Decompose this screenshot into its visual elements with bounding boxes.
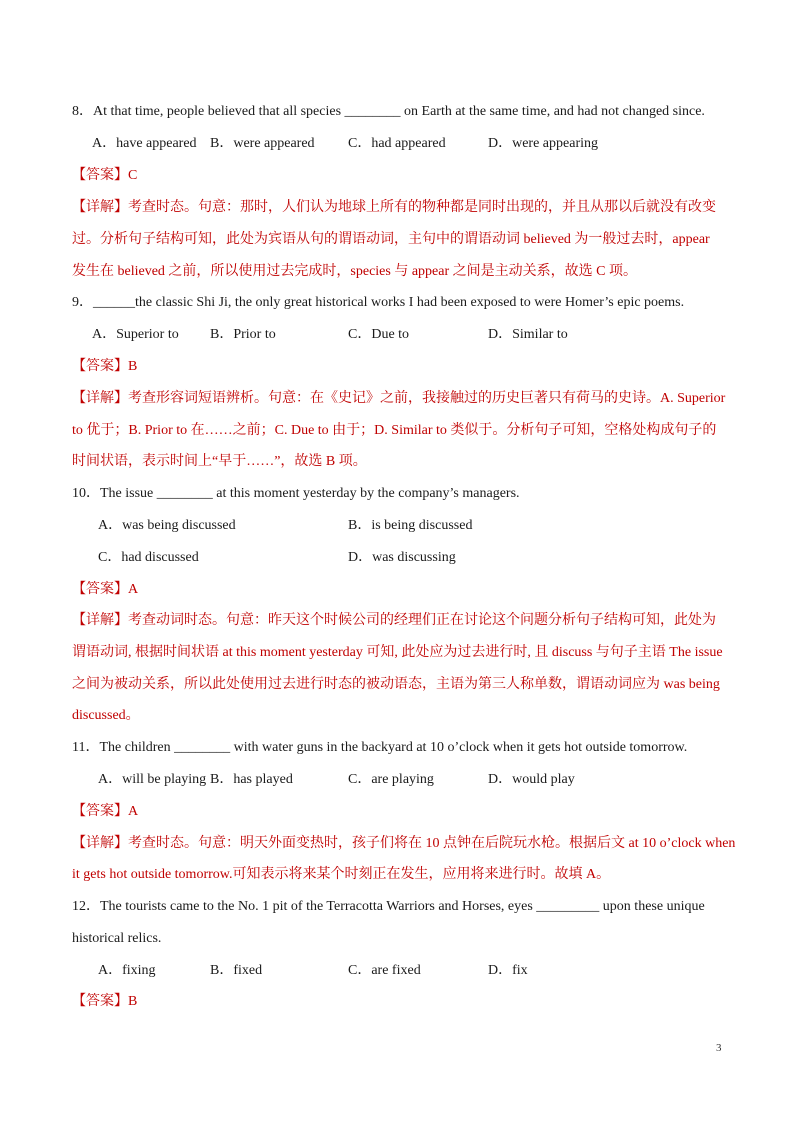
q8-option-d: D．were appearing [488,136,599,151]
q10-detail-line-2: 谓语动词, 根据时间状语 at this moment yesterday 可知, 此处应为过去进行时, 且 discuss 与句子主语 The issue [72,645,723,660]
q12-option-c: C．are fixed [348,963,421,978]
q12-option-b: B．fixed [210,963,263,978]
question-8: 8．At that time, people believed that all species ________ on Earth at the same time, and had not changed since. [72,104,705,119]
q11-option-b: B．has played [210,772,293,787]
q8-option-c: C．had appeared [348,136,446,151]
q10-option-d: D．was discussing [348,550,456,565]
q11-detail-line-2: it gets hot outside tomorrow.可知表示将来某个时刻正在发生，应用将来进行时。故填 A。 [72,867,611,882]
q8-answer: 【答案】C [72,168,138,183]
q9-detail-line-3: 时间状语，表示时间上“早于……”，故选 B 项。 [72,454,367,469]
q8-detail-line-3: 发生在 believed 之前，所以使用过去完成时，species 与 appear 之间是主动关系，故选 C 项。 [72,264,637,279]
q10-detail-line-4: discussed。 [72,708,140,723]
q10-answer: 【答案】A [72,582,139,597]
q10-option-a: A．was being discussed [98,518,236,533]
q9-detail-line-1: 【详解】考查形容词短语辨析。句意：在《史记》之前，我接触过的历史巨著只有荷马的史诗。A. Superior [72,391,726,406]
q10-detail-line-1: 【详解】考查动词时态。句意：昨天这个时候公司的经理们正在讨论这个问题分析句子结构可知，此处为 [72,613,716,628]
question-9: 9．______the classic Shi Ji, the only great historical works I had been exposed to were Homer’s epic poems. [72,295,685,310]
q11-option-a: A．will be playing [98,772,207,787]
page-number: 3 [716,1042,722,1054]
q9-answer: 【答案】B [72,359,138,374]
q9-option-c: C．Due to [348,327,410,342]
question-11: 11．The children ________ with water guns in the backyard at 10 o’clock when it gets hot outside tomorrow. [72,740,688,755]
q8-option-b: B．were appeared [210,136,315,151]
question-12-line-1: 12．The tourists came to the No. 1 pit of the Terracotta Warriors and Horses, eyes _________ upon these unique [72,899,705,914]
q8-detail-line-1: 【详解】考查时态。句意：那时，人们认为地球上所有的物种都是同时出现的，并且从那以后就没有改变 [72,200,716,215]
q12-option-d: D．fix [488,963,528,978]
q9-detail-line-2: to 优于；B. Prior to 在……之前；C. Due to 由于；D. Similar to 类似于。分析句子可知，空格处构成句子的 [72,423,717,438]
q10-detail-line-3: 之间为被动关系，所以此处使用过去进行时态的被动语态，主语为第三人称单数，谓语动词应为 was being [72,677,720,692]
q10-option-b: B．is being discussed [348,518,473,533]
q11-option-c: C．are playing [348,772,434,787]
q11-option-d: D．would play [488,772,575,787]
q8-detail-line-2: 过。分析句子结构可知，此处为宾语从句的谓语动词，主句中的谓语动词 believed 为一般过去时，appear [72,232,710,247]
q8-option-a: A．have appeared [92,136,197,151]
q12-option-a: A．fixing [98,963,156,978]
q9-option-b: B．Prior to [210,327,276,342]
q9-option-d: D．Similar to [488,327,568,342]
q10-option-c: C．had discussed [98,550,199,565]
q11-detail-line-1: 【详解】考查时态。句意：明天外面变热时，孩子们将在 10 点钟在后院玩水枪。根据后文 at 10 o’clock when [72,836,736,851]
q11-answer: 【答案】A [72,804,139,819]
q12-answer: 【答案】B [72,994,138,1009]
q9-option-a: A．Superior to [92,327,179,342]
question-10: 10．The issue ________ at this moment yesterday by the company’s managers. [72,486,520,501]
question-12-line-2: historical relics. [72,931,162,946]
